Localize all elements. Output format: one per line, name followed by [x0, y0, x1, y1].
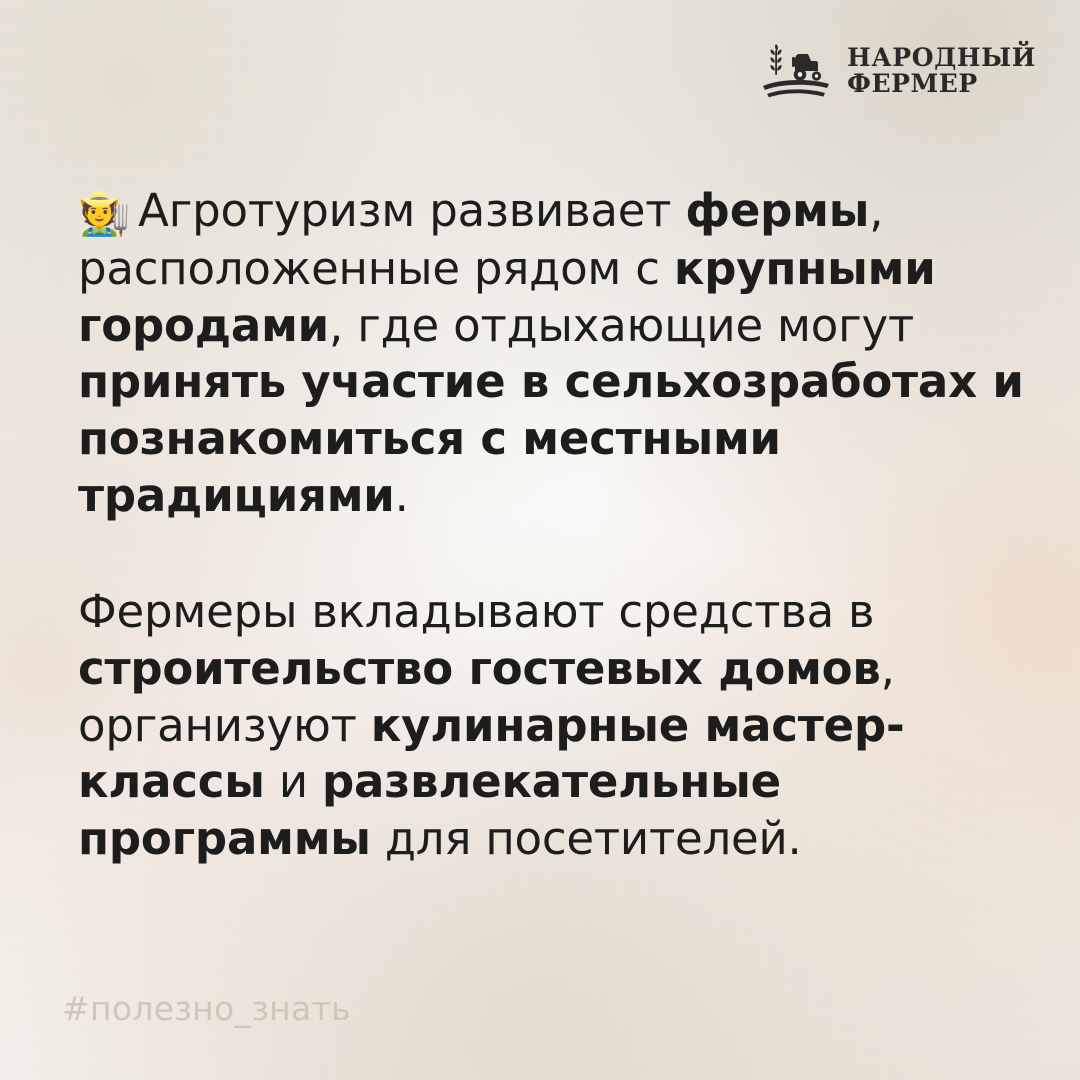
wheat-tractor-field-icon — [759, 40, 833, 102]
brand-name — [847, 45, 1036, 97]
farmer-emoji: 🧑‍🌾 — [78, 189, 131, 238]
hashtag-label: #полезно_знать — [62, 989, 351, 1028]
brand-name-line1: НАРОДНЫЙ — [847, 43, 1036, 72]
brand-logo — [759, 40, 1036, 102]
post-body — [78, 138, 1028, 913]
paragraph-2-text: Фермеры вкладывают средства в строительство гостевых домов, организуют кулинарные мастер-классы и развлекательные программы для посетителей. — [78, 585, 905, 866]
paragraph-1-text: Агротуризм развивает фермы, расположенные рядом с крупными городами, где отдыхающие могут принять участие в сельхозработах и познакомиться с местными традициями. — [78, 184, 1024, 522]
paragraph-2 — [78, 584, 1028, 867]
paragraph-1 — [78, 183, 1028, 524]
brand-name-line2: ФЕРМЕР — [847, 69, 978, 98]
